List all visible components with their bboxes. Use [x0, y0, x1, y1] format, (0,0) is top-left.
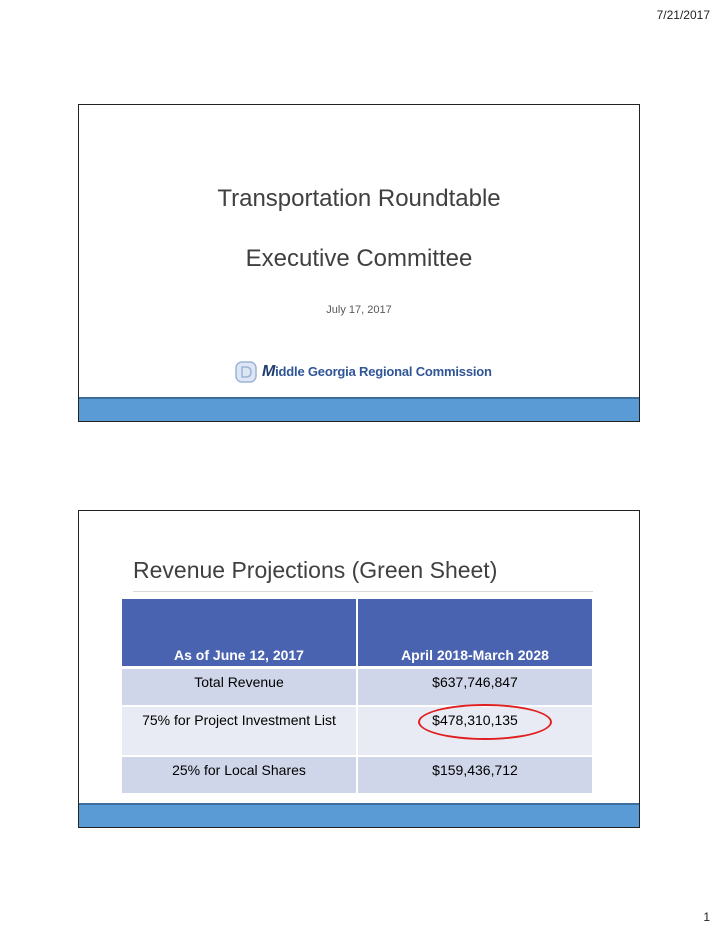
row-label: 75% for Project Investment List: [122, 706, 357, 756]
slide-subtitle: Executive Committee: [245, 245, 473, 272]
row-value: $637,746,847: [357, 668, 592, 707]
row-value: $159,436,712: [357, 756, 592, 794]
row-label: 25% for Local Shares: [122, 756, 357, 794]
title-divider: [133, 591, 593, 592]
table-header-cell: April 2018-March 2028: [357, 599, 592, 668]
slide-title: Transportation Roundtable: [217, 185, 501, 212]
red-circle-annotation: [418, 704, 552, 740]
slide-footer-bar: [79, 803, 639, 827]
mgrc-logo: [234, 357, 492, 387]
table-row: [122, 668, 592, 707]
slide-title: Revenue Projections (Green Sheet): [133, 557, 498, 583]
slide-title-page: [78, 104, 640, 422]
slide-footer-bar: [79, 397, 639, 421]
slide-date: July 17, 2017: [326, 304, 392, 316]
page-number: 1: [703, 910, 710, 924]
page-date: 7/21/2017: [656, 8, 710, 22]
row-value-highlighted: $478,310,135: [357, 706, 592, 756]
row-label: Total Revenue: [122, 668, 357, 707]
mgrc-logo-text: Middle Georgia Regional Commission: [262, 363, 492, 380]
revenue-table: [122, 599, 592, 795]
table-header-cell: As of June 12, 2017: [122, 599, 357, 668]
slide-revenue-projections: [78, 510, 640, 828]
table-row: [122, 706, 592, 756]
table-row: [122, 756, 592, 794]
table-header-row: [122, 599, 592, 668]
mgrc-logo-icon: [234, 359, 260, 385]
